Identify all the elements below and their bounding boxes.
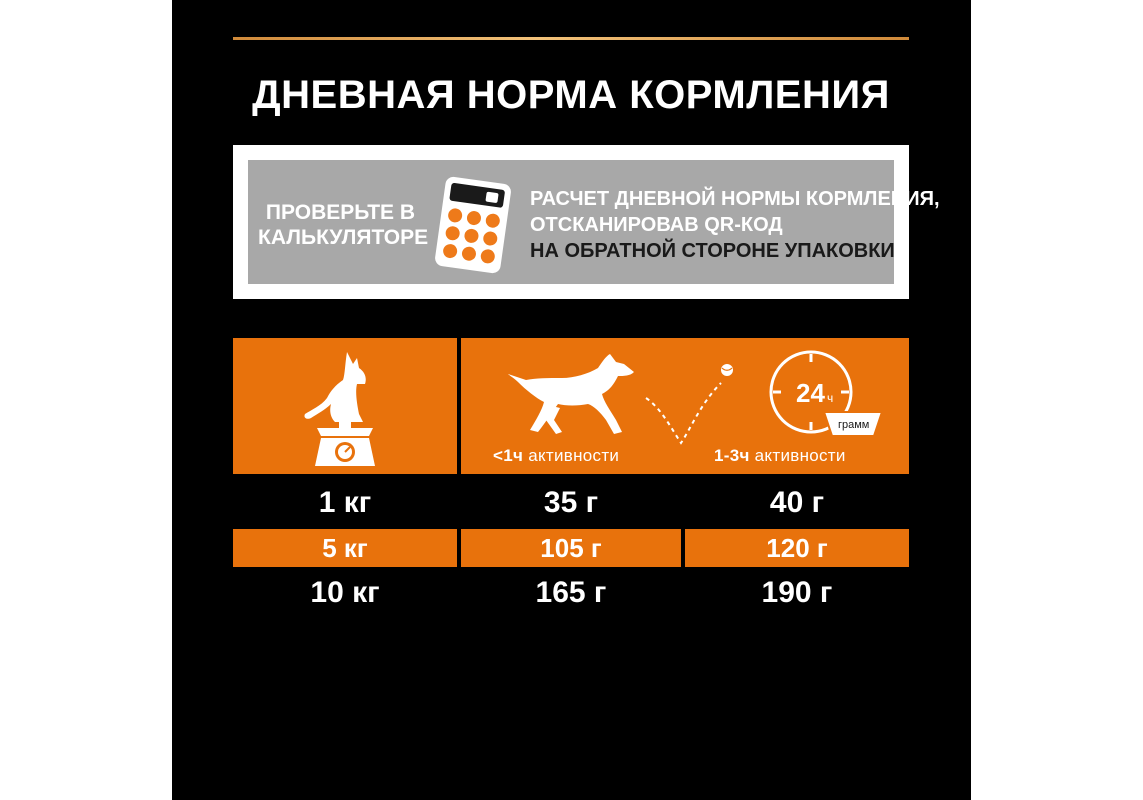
high-activity-cell: 120 г: [685, 529, 909, 567]
running-dog-icon: [506, 348, 646, 438]
ball-trajectory-icon: [641, 358, 741, 453]
high-activity-cell: 190 г: [761, 576, 833, 609]
low-activity-label: [493, 446, 693, 466]
table-row: [233, 529, 909, 567]
high-activity-label: [714, 446, 894, 466]
activity-header: [461, 338, 909, 474]
low-activity-value: <1ч: [493, 446, 524, 465]
table-row: [233, 484, 909, 522]
low-activity-word: активности: [528, 446, 620, 465]
calc-line-2: ОТСКАНИРОВАВ QR-КОД: [530, 214, 783, 236]
high-activity-value: 1-3ч: [714, 446, 750, 465]
high-activity-word: активности: [754, 446, 846, 465]
check-line-1: ПРОВЕРЬТЕ В: [265, 201, 416, 224]
low-activity-cell: 165 г: [535, 576, 607, 609]
calc-line-3: НА ОБРАТНОЙ СТОРОНЕ УПАКОВКИ: [530, 240, 895, 262]
page-title: ДНЕВНАЯ НОРМА КОРМЛЕНИЯ: [252, 73, 890, 117]
calculator-instructions: [530, 186, 940, 264]
weight-cell: 5 кг: [233, 529, 457, 567]
high-activity-cell: 40 г: [769, 486, 825, 519]
weight-header: [233, 338, 457, 474]
weight-cell: 1 кг: [318, 486, 372, 519]
calculator-icon: [428, 176, 518, 274]
calc-line-1: РАСЧЕТ ДНЕВНОЙ НОРМЫ КОРМЛЕНИЯ,: [530, 188, 940, 210]
check-in-calculator-text: [258, 200, 429, 250]
dog-on-scale-icon: [295, 344, 395, 468]
calculator-banner: [233, 145, 940, 299]
low-activity-cell: 105 г: [461, 529, 681, 567]
clock-unit: ч: [827, 391, 834, 405]
bowl-label: грамм: [838, 419, 870, 431]
calculator-banner-inner: [248, 160, 940, 284]
low-activity-cell: 35 г: [543, 486, 599, 519]
weight-cell: 10 кг: [310, 576, 380, 609]
check-line-2: КАЛЬКУЛЯТОРЕ: [258, 226, 429, 249]
clock-bowl-icon: [756, 344, 886, 444]
clock-hours: 24: [796, 378, 825, 408]
table-row: [233, 574, 909, 612]
gold-divider: [233, 37, 909, 40]
